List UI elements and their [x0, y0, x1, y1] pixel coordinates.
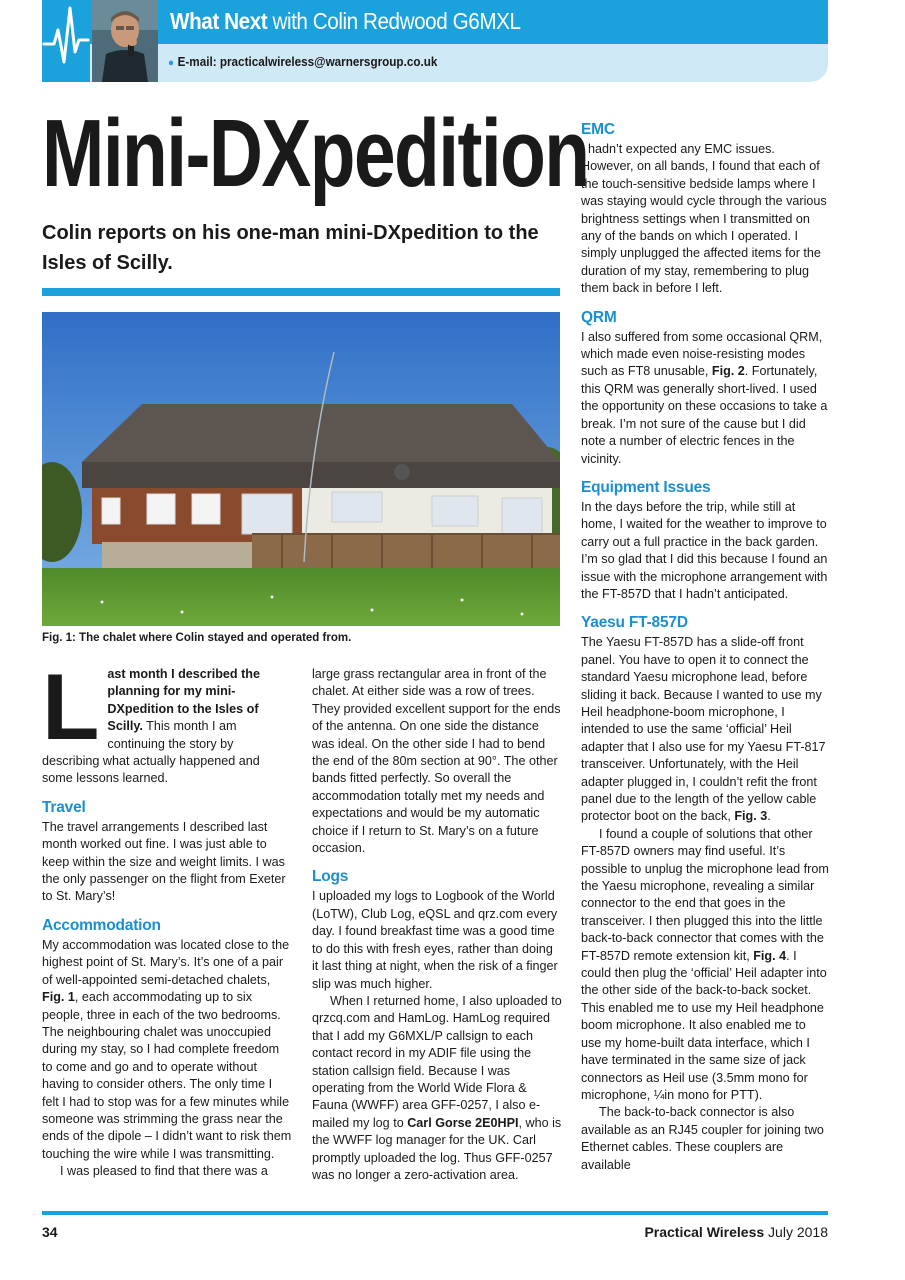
paragraph-yaesu-3: The back-to-back connector is also available as an RJ45 coupler for joining two Ethernet cables. These couplers are available	[581, 1105, 824, 1172]
heading-accommodation: Accommodation	[42, 916, 161, 934]
photo-caption: Fig. 1: The chalet where Colin stayed and operated from.	[42, 632, 352, 644]
paragraph-emc: I hadn’t expected any EMC issues. However, on all bands, I found that each of the touch-sensitive bedside lamps where I was staying would cycle through the various brightness settings when I transmitted on any of the bands on which I operated. I simply unplugged the affected items for the duration of my stay, remembering to plug them back in before I left.	[581, 142, 827, 296]
body-column-2	[312, 666, 562, 1184]
waveform-icon	[42, 0, 90, 82]
paragraph-travel: The travel arrangements I described last month worked out fine. I was just able to keep within the size and weight limits. I was the only passenger on the flight from Exeter to St. Mary’s!	[42, 819, 286, 904]
paragraph-accommodation-cont: large grass rectangular area in front of the chalet. At either side was a row of trees. They provided excellent support for the ends of the antenna. On one side the distance was ideal. On the other side I had to bend the end of the 80m section at 90°. The other bands fitted perfectly. So overall the accommodation totally met my needs and expectations and would be my automatic choice if I return to St. Mary’s on a future occasion.	[312, 667, 561, 856]
heading-qrm: QRM	[581, 308, 617, 326]
contact-email: ● E-mail: practicalwireless@warnersgroup.co.uk	[168, 54, 438, 69]
heading-travel: Travel	[42, 798, 86, 816]
paragraph-yaesu-1: The Yaesu FT-857D has a slide-off front panel. You have to open it to connect the standard Yaesu microphone lead, before sliding it back. Because I wanted to use my Heil headphone-boom microphone, I intended to use the same ‘official’ Heil adapter that I also use for my Yaesu FT-817 transceiver. Unfortunately, with the Heil adapter plugged in, I couldn’t refit the front panel due to the length of the yellow cable protector boot on the back, Fig. 3.	[581, 635, 826, 824]
heading-equipment-issues: Equipment Issues	[581, 478, 711, 496]
drop-cap: L	[42, 654, 100, 759]
title-divider	[42, 288, 560, 296]
paragraph-yaesu-2: I found a couple of solutions that other FT-857D owners may find useful. It’s possible to unplug the microphone lead from the Yaesu microphone, revealing a similar connector to the end that goes in the transceiver. I then plugged this into the little back-to-back connector that comes with the FT-857D remote extension kit, Fig. 4. I could then plug the ‘official’ Heil adapter into the other side of the back-to-back socket. This enabled me to use my Heil headphone boom microphone. It also enabled me to use my home-built data interface, which I have terminated in the same size of jack connectors as Heil use (3.5mm mono for microphone, ¼in mono for PTT).	[581, 826, 829, 1102]
paragraph-qrm: I also suffered from some occasional QRM, which made even noise-resisting modes such as FT8 unusable, Fig. 2. Fortunately, this QRM was generally short-lived. I used the opportunity on these occasions to take a break. I’m not sure of the cause but I did note a number of electric fences in the vicinity.	[581, 329, 828, 466]
standfirst: Colin reports on his one-man mini-DXpedition to the Isles of Scilly.	[42, 222, 539, 274]
paragraph-logs-1: I uploaded my logs to Logbook of the World (LoTW), Club Log, eQSL and qrz.com every day. I found breakfast time was a good time to do this with fresh eyes, rather than doing it last thing at night, when the risk of a finger slip was much higher.	[312, 889, 558, 991]
intro-paragraph: Last month I described the planning for my mini-DXpedition to the Isles of Scilly. This month I am continuing the story by describing what actually happened and some lessons learned.	[42, 654, 260, 786]
heading-yaesu: Yaesu FT-857D	[581, 614, 688, 632]
heading-emc: EMC	[581, 121, 615, 138]
page-number: 34	[42, 1224, 58, 1240]
heading-logs: Logs	[312, 868, 349, 886]
paragraph-accommodation: My accommodation was located close to the highest point of St. Mary’s. It’s one of a pair of well-appointed semi-detached chalets, Fig. 1, each accommodating up to six people, three in each of the two bedrooms. The neighbouring chalet was unoccupied during my stay, so I had complete freedom to come and go and to operate without having to consider others. The only time I felt I had to stop was for a few minutes while someone was strimming the grass near the ends of the dipole – I didn’t want to risk them touching the wire while I was transmitting.	[42, 937, 292, 1161]
body-column-3	[581, 120, 829, 1174]
author-photo	[92, 0, 158, 82]
chalet-photo	[42, 312, 560, 626]
paragraph-equipment: In the days before the trip, while still at home, I waited for the weather to improve to carry out a full practice in the back garden. I’m so glad that I did this because I found an issue with the microphone arrangement with the FT-857D that I hadn’t anticipated.	[581, 499, 828, 601]
paragraph-logs-2: When I returned home, I also uploaded to qrzcq.com and HamLog. HamLog required that I add my G6MXL/P callsign to each contact record in my ADIF file using the station callsign field. Because I was operating from the World Wide Flora & Fauna (WWFF) area GFF-0257, I also e-mailed my log to Carl Gorse 2E0HPI, who is the WWFF log manager for the UK. Carl promptly uploaded the log. Thus GFF-0257 was no longer a zero-activation area.	[312, 993, 562, 1182]
bullet-icon: ●	[168, 57, 174, 69]
body-column-1	[42, 654, 292, 1181]
article-title: Mini-DXpedition	[42, 100, 589, 207]
magazine-issue: Practical Wireless July 2018	[644, 1224, 828, 1240]
column-title: What Next with Colin Redwood G6MXL	[170, 8, 521, 34]
paragraph-accommodation-2: I was pleased to find that there was a	[60, 1164, 268, 1179]
footer-divider	[42, 1211, 828, 1215]
